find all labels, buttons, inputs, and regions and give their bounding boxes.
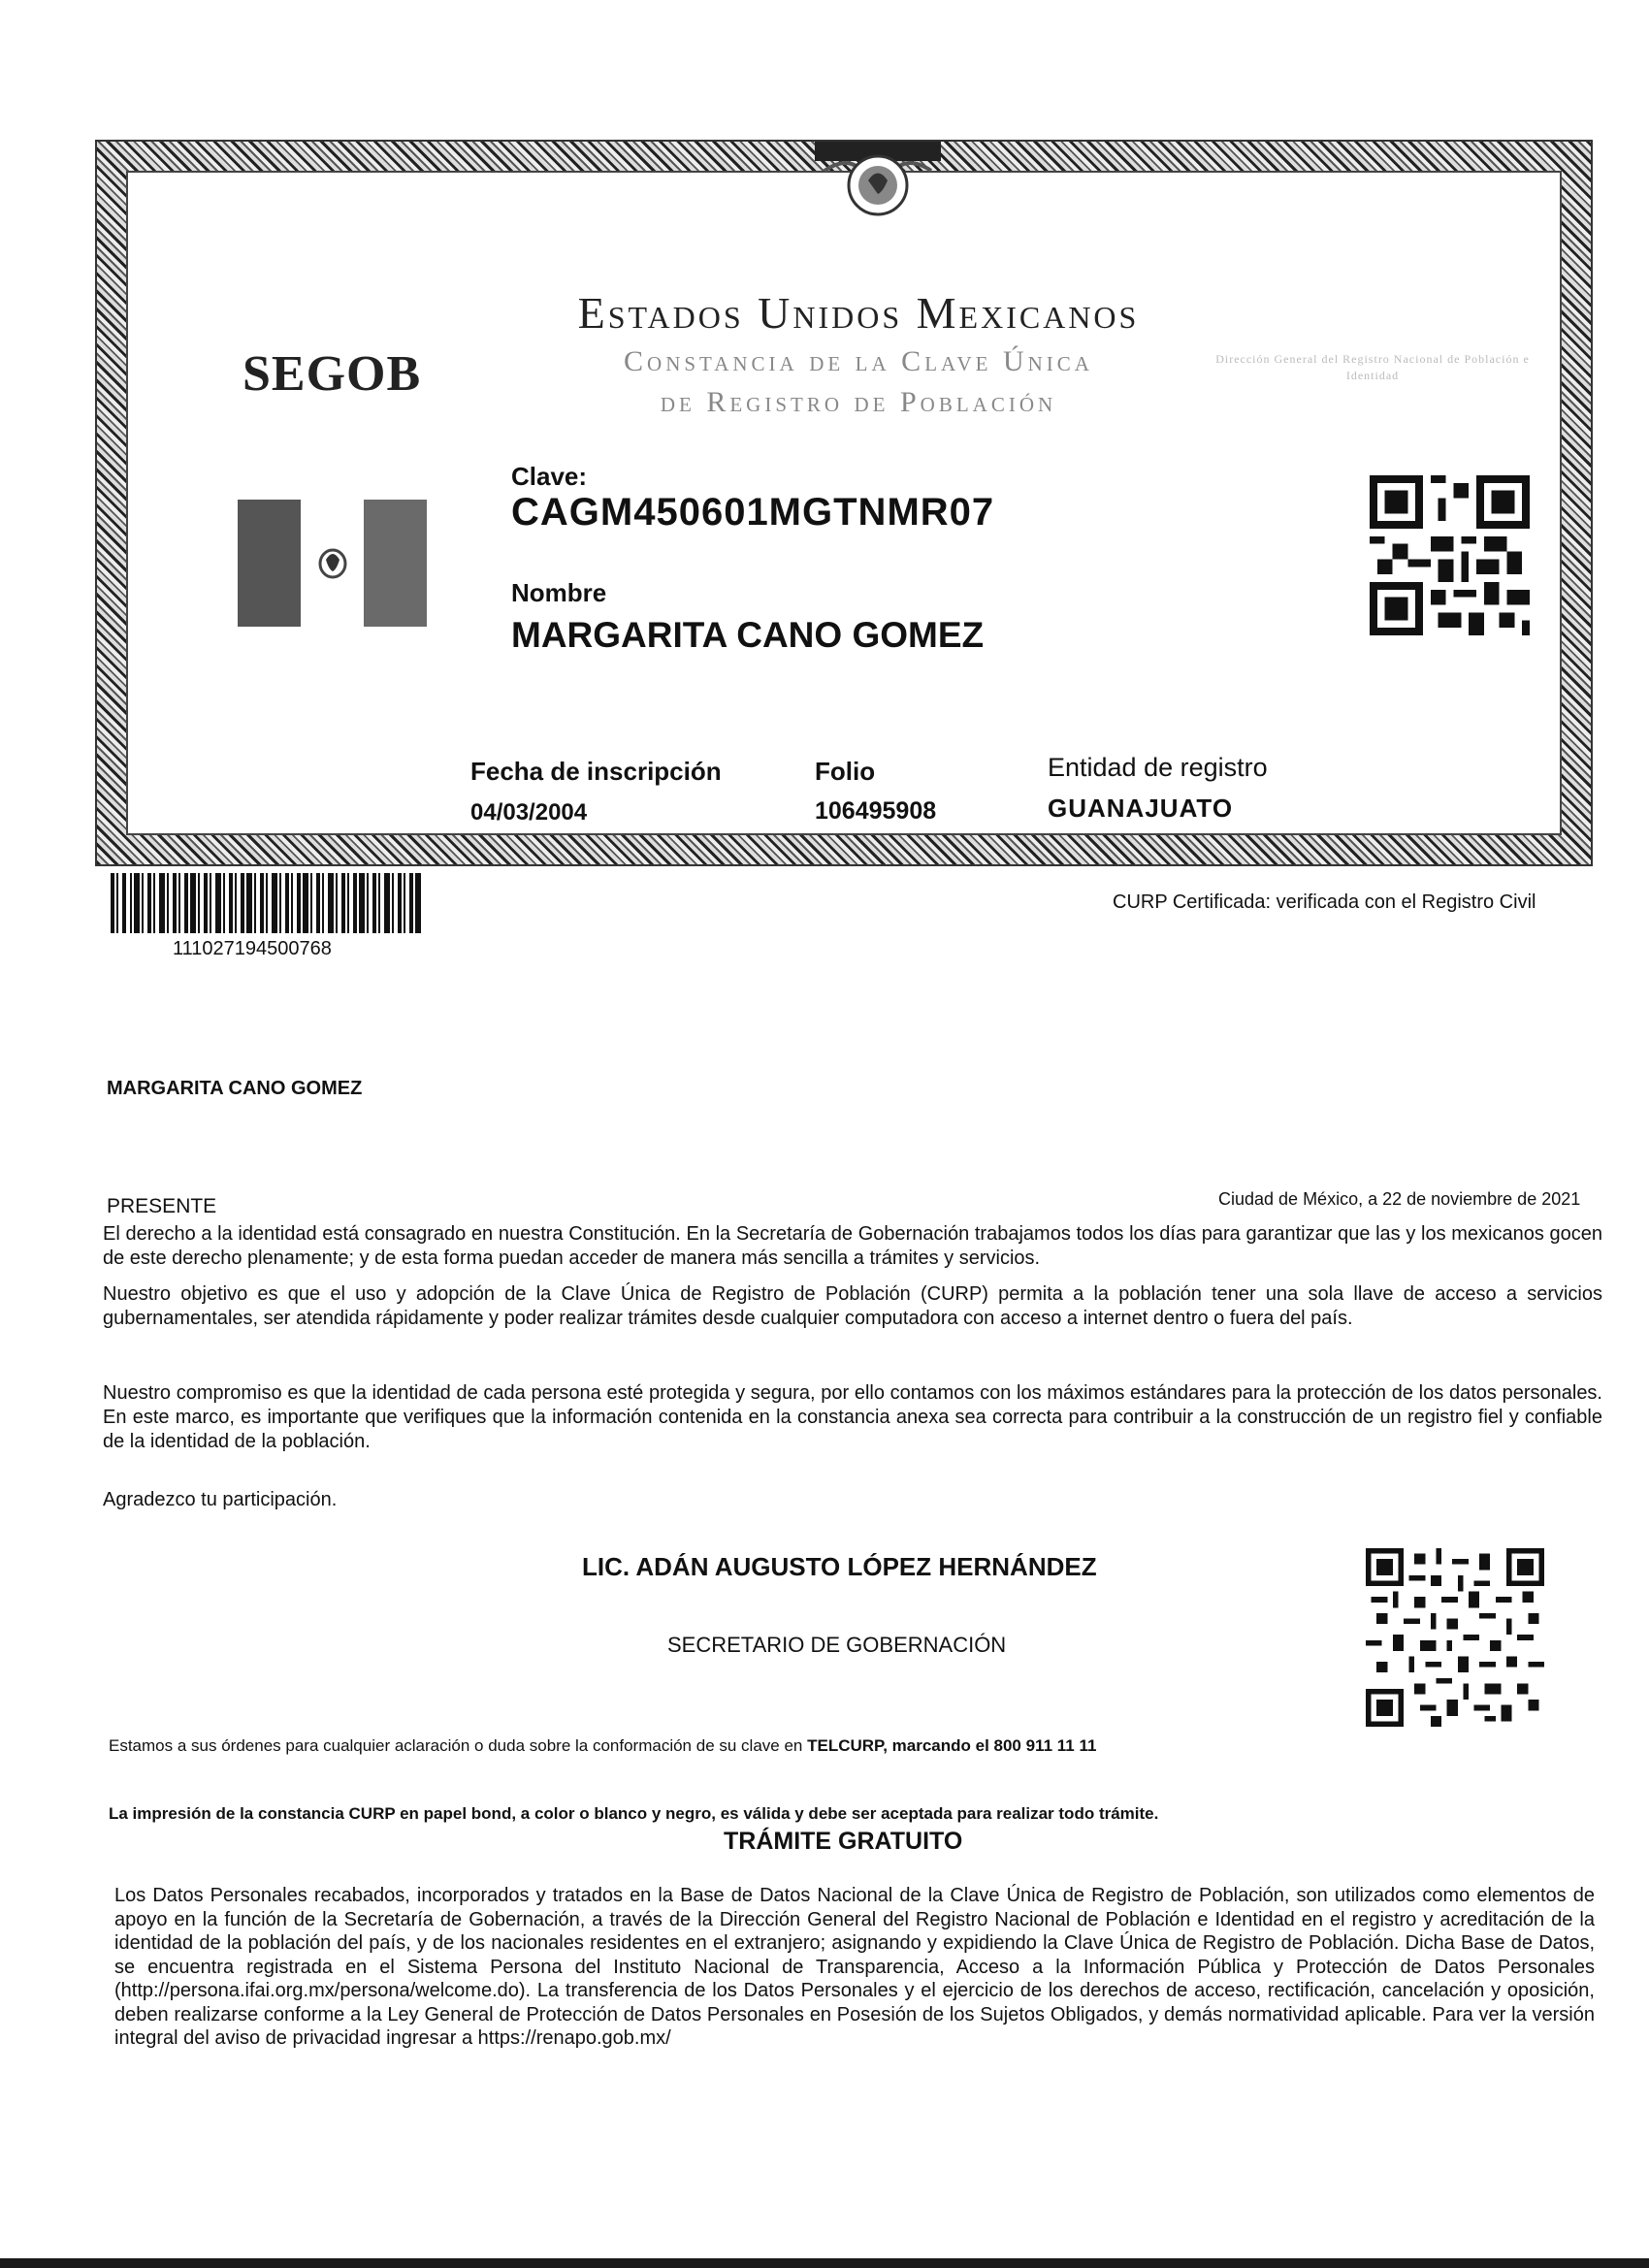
clave-value: CAGM450601MGTNMR07 bbox=[511, 491, 995, 534]
entidad-registro-label: Entidad de registro bbox=[1048, 753, 1268, 782]
paragraph-2: Nuestro objetivo es que el uso y adopción de la Clave Única de Registro de Población (CURP) permita a la población tener una sola llave de acceso a servicios gubernamentales, ser atendida rápidamente y poder realizar trámites desde cualquier computadora con acceso a internet dentro o fuera del país. bbox=[103, 1283, 1602, 1329]
barcode-number: 111027194500768 bbox=[173, 938, 332, 959]
aclaracion-note bbox=[109, 1733, 1096, 1758]
curp-certificate bbox=[97, 142, 1591, 864]
renapo-faint-logo: Dirección General del Registro Nacional de Población e Identidad bbox=[1215, 352, 1530, 382]
paragraph-3: Nuestro compromiso es que la identidad de cada persona esté protegida y segura, por ello contamos con los máximos estándares para la protección de los datos personales. En este marco, es importante que verifiques que la información contenida en la constancia anexa sea correcta para contribuir a la construcción de un registro fiel y confiable de la identidad de la población. bbox=[103, 1382, 1602, 1452]
signer-name: LIC. ADÁN AUGUSTO LÓPEZ HERNÁNDEZ bbox=[582, 1552, 1097, 1581]
nombre-label: Nombre bbox=[511, 578, 607, 607]
folio-value: 106495908 bbox=[815, 797, 937, 825]
nombre-value: MARGARITA CANO GOMEZ bbox=[511, 615, 985, 655]
privacy-notice: Los Datos Personales recabados, incorporados y tratados en la Base de Datos Nacional de la Clave Única de Registro de Población, son utilizados como elementos de apoyo en la función de la Secretaría de Gobernación, a través de la Dirección General del Registro Nacional de Población e Identidad en el registro y acreditación de la identidad de la población del país, y de los nacionales residentes en el extranjero; asignando y expidiendo la Clave Única de Registro de Población. Dicha Base de Datos, se encuentra registrada en el Sistema Persona del Instituto Nacional de Transparencia, Acceso a la Información Pública y Protección de Datos Personales (http://persona.ifai.org.mx/persona/welcome.do). La transferencia de los Datos Personales y el ejercicio de los derechos de acceso, rectificación, cancelación y oposición, deben realizarse conforme a la Ley General de Protección de Datos Personales en Posesión de los Sujetos Obligados, y demás normatividad aplicable. Para ver la versión integral del aviso de privacidad ingresar a https://renapo.gob.mx/ bbox=[114, 1885, 1595, 2049]
barcode-icon bbox=[111, 873, 421, 933]
telcurp-phone: TELCURP, marcando el 800 911 11 11 bbox=[807, 1736, 1097, 1755]
tramite-gratuito: TRÁMITE GRATUITO bbox=[724, 1828, 963, 1855]
scan-edge bbox=[0, 2258, 1649, 2268]
thanks: Agradezco tu participación. bbox=[103, 1489, 338, 1510]
qr-code-large-icon bbox=[1366, 1548, 1544, 1727]
segob-logo: SEGOB bbox=[242, 346, 422, 402]
clave-label: Clave: bbox=[511, 462, 588, 491]
document-title bbox=[534, 341, 1183, 423]
eagle-emblem-icon bbox=[316, 542, 349, 581]
signer-title: SECRETARIO DE GOBERNACIÓN bbox=[667, 1633, 1007, 1657]
folio-label: Folio bbox=[815, 757, 876, 786]
impresion-note: La impresión de la constancia CURP en papel bond, a color o blanco y negro, es válida y debe ser aceptada para realizar todo trámite. bbox=[109, 1804, 1159, 1823]
qr-code-icon bbox=[1370, 475, 1530, 635]
country-title: Estados Unidos Mexicanos bbox=[577, 288, 1140, 338]
fecha-inscripcion-value: 04/03/2004 bbox=[470, 799, 588, 826]
recipient-name: MARGARITA CANO GOMEZ bbox=[107, 1078, 363, 1099]
mexican-flag-icon bbox=[238, 500, 427, 627]
greeting: PRESENTE bbox=[107, 1195, 217, 1217]
entidad-registro-value: GUANAJUATO bbox=[1048, 794, 1234, 823]
place-date: Ciudad de México, a 22 de noviembre de 2021 bbox=[1218, 1189, 1581, 1209]
document-title-line-1: Constancia de la Clave Única bbox=[624, 345, 1093, 377]
paragraph-1: El derecho a la identidad está consagrado en nuestra Constitución. En la Secretaría de Gobernación trabajamos todos los días para garantizar que las y los mexicanos gocen de este derecho plenamente; y de esta forma puedan acceder de manera más sencilla a trámites y servicios. bbox=[103, 1223, 1602, 1269]
fecha-inscripcion-label: Fecha de inscripción bbox=[470, 757, 722, 786]
national-crest-icon bbox=[815, 142, 941, 229]
document-title-line-2: de Registro de Población bbox=[660, 386, 1057, 418]
curp-certification-note: CURP Certificada: verificada con el Registro Civil bbox=[1113, 891, 1536, 913]
aclaracion-text: Estamos a sus órdenes para cualquier aclaración o duda sobre la conformación de su clave en bbox=[109, 1736, 803, 1755]
